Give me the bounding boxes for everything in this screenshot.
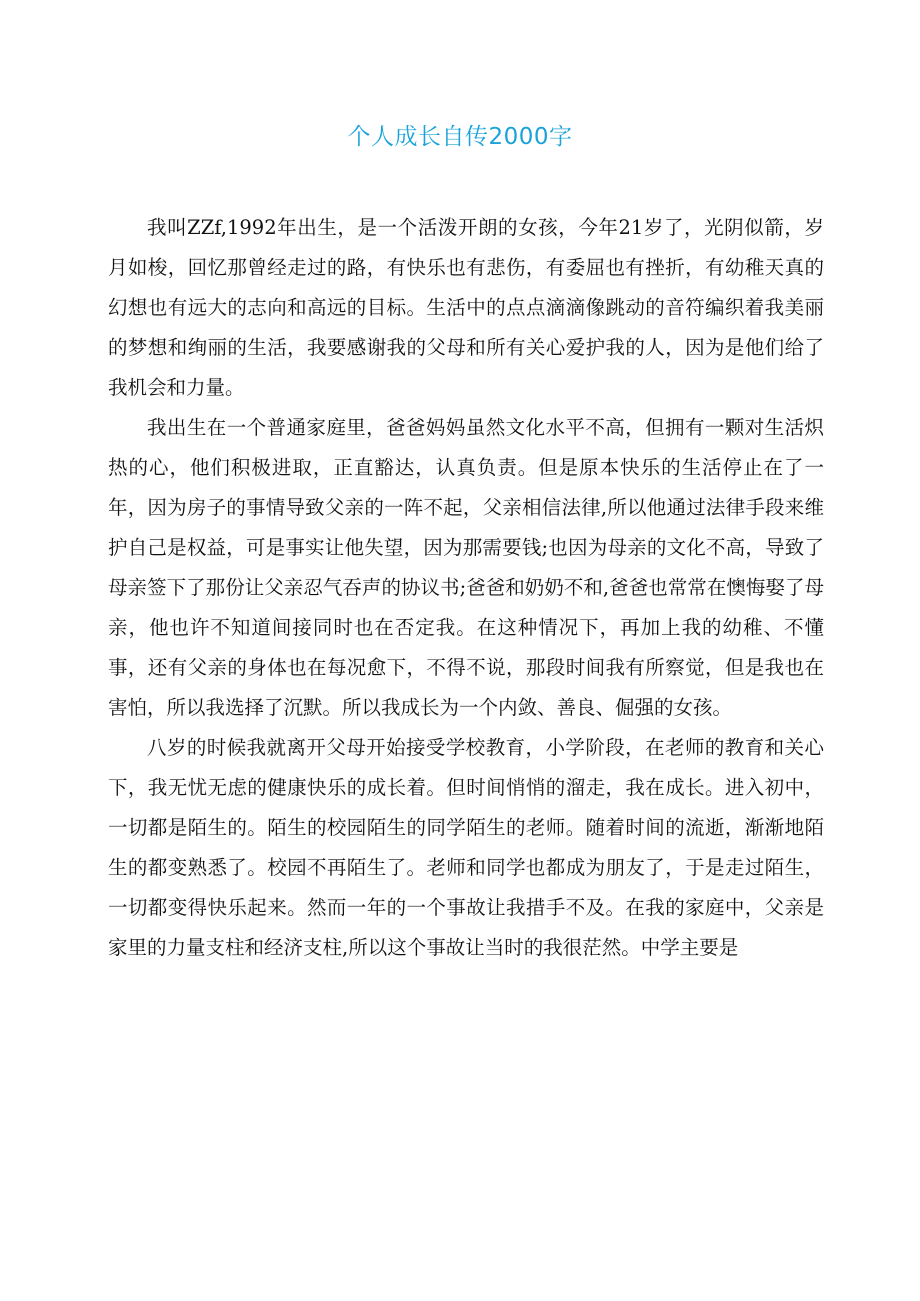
document-body	[108, 208, 824, 968]
paragraph-3: 八岁的时候我就离开父母开始接受学校教育，小学阶段，在老师的教育和关心下，我无忧无虑的健康快乐的成长着。但时间悄悄的溜走，我在成长。进入初中，一切都是陌生的。陌生的校园陌生的同学陌生的老师。随着时间的流逝，渐渐地陌生的都变熟悉了。校园不再陌生了。老师和同学也都成为朋友了，于是走过陌生，一切都变得快乐起来。然而一年的一个事故让我措手不及。在我的家庭中，父亲是家里的力量支柱和经济支柱,所以这个事故让当时的我很茫然。中学主要是	[108, 736, 824, 959]
document-title: 个人成长自传2000字	[347, 124, 573, 150]
paragraph-2: 我出生在一个普通家庭里，爸爸妈妈虽然文化水平不高，但拥有一颗对生活炽热的心，他们积极进取，正直豁达，认真负责。但是原本快乐的生活停止在了一年，因为房子的事情导致父亲的一阵不起，父亲相信法律,所以他通过法律手段来维护自己是权益，可是事实让他失望，因为那需要钱;也因为母亲的文化不高，导致了母亲签下了那份让父亲忍气吞声的协议书;爸爸和奶奶不和,爸爸也常常在懊悔娶了母亲，他也许不知道间接同时也在否定我。在这种情况下，再加上我的幼稚、不懂事，还有父亲的身体也在每况愈下，不得不说，那段时间我有所察觉，但是我也在害怕，所以我选择了沉默。所以我成长为一个内敛、善良、倔强的女孩。	[108, 416, 824, 719]
paragraph-1: 我叫ZZf,1992年出生，是一个活泼开朗的女孩，今年21岁了，光阴似箭，岁月如梭，回忆那曾经走过的路，有快乐也有悲伤，有委屈也有挫折，有幼稚天真的幻想也有远大的志向和高远的目标。生活中的点点滴滴像跳动的音符编织着我美丽的梦想和绚丽的生活，我要感谢我的父母和所有关心爱护我的人，因为是他们给了我机会和力量。	[108, 216, 824, 399]
